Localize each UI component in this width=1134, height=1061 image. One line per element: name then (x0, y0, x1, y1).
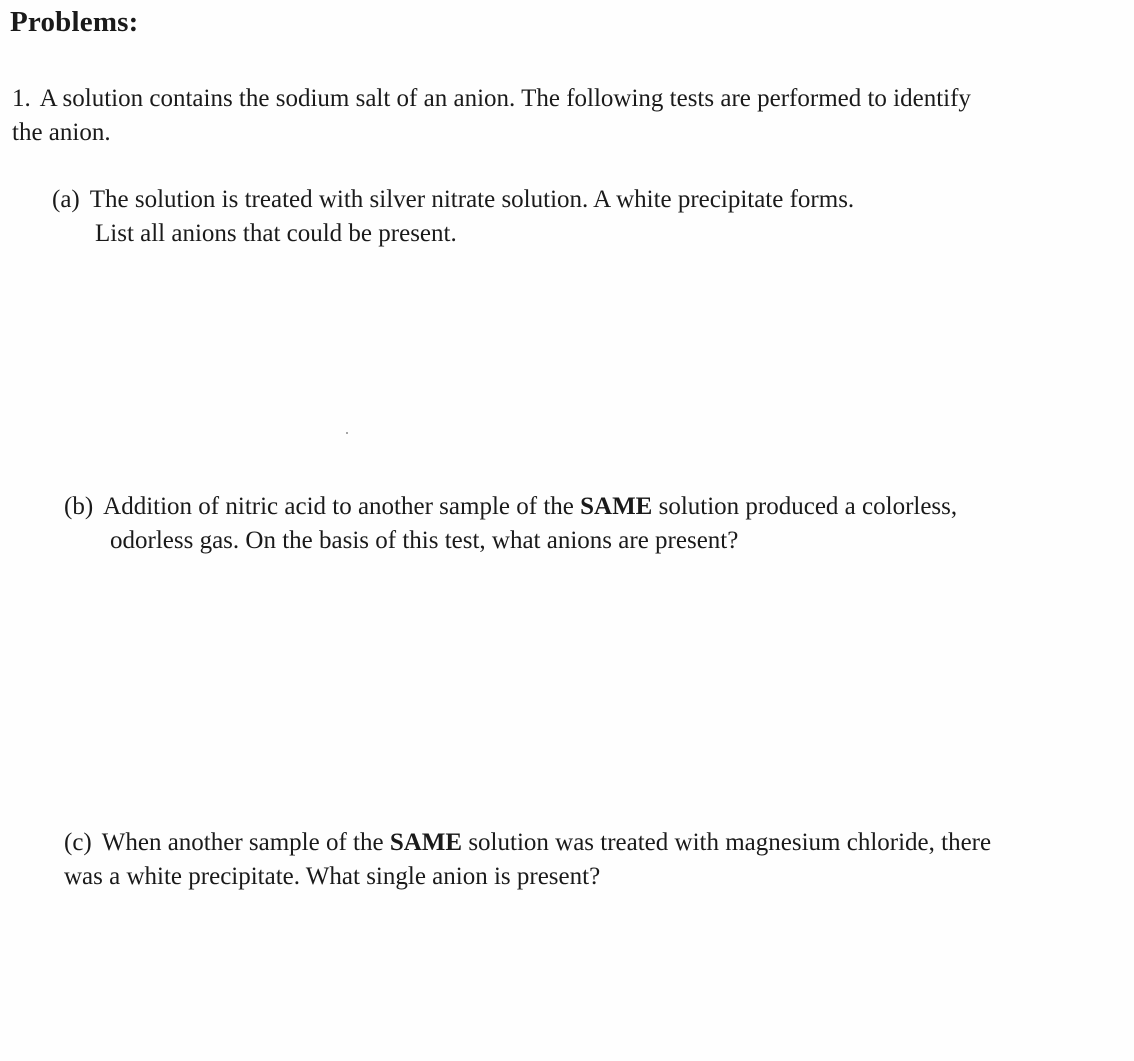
part-a-line-1 (52, 183, 1112, 217)
part-a-label: (a) (52, 186, 80, 213)
part-c-text-1a: When another sample of the (101, 829, 390, 856)
part-b (64, 490, 1124, 558)
part-a (52, 183, 1112, 251)
part-c-emphasis: SAME (389, 829, 463, 856)
problem-1-text-1: A solution contains the sodium salt of an anion. The following tests are performed to identify (39, 85, 971, 112)
part-b-emphasis: SAME (580, 493, 653, 520)
part-c-text-1b: solution was treated with magnesium chloride, there (462, 829, 992, 856)
problem-number: 1. (12, 85, 31, 112)
part-c-line-2: was a white precipitate. What single anion is present? (64, 863, 601, 890)
scan-speck (346, 432, 348, 434)
problem-1-line-2: the anion. (12, 119, 111, 146)
part-c-line-1 (64, 826, 1130, 860)
page-title: Problems: (10, 6, 139, 38)
part-b-line-2: odorless gas. On the basis of this test, what anions are present? (110, 527, 739, 554)
problem-1-line-1 (12, 82, 1122, 116)
part-b-line-1 (64, 490, 1124, 524)
part-b-text-1b: solution produced a colorless, (652, 493, 958, 520)
part-c-label: (c) (64, 829, 92, 856)
part-a-text-1: The solution is treated with silver nitrate solution. A white precipitate forms. (89, 186, 855, 213)
problem-1-intro (12, 82, 1122, 150)
part-b-text-1a: Addition of nitric acid to another sample of the (103, 493, 581, 520)
part-a-line-2: List all anions that could be present. (95, 220, 457, 247)
part-b-label: (b) (64, 493, 94, 520)
part-c (64, 826, 1130, 894)
